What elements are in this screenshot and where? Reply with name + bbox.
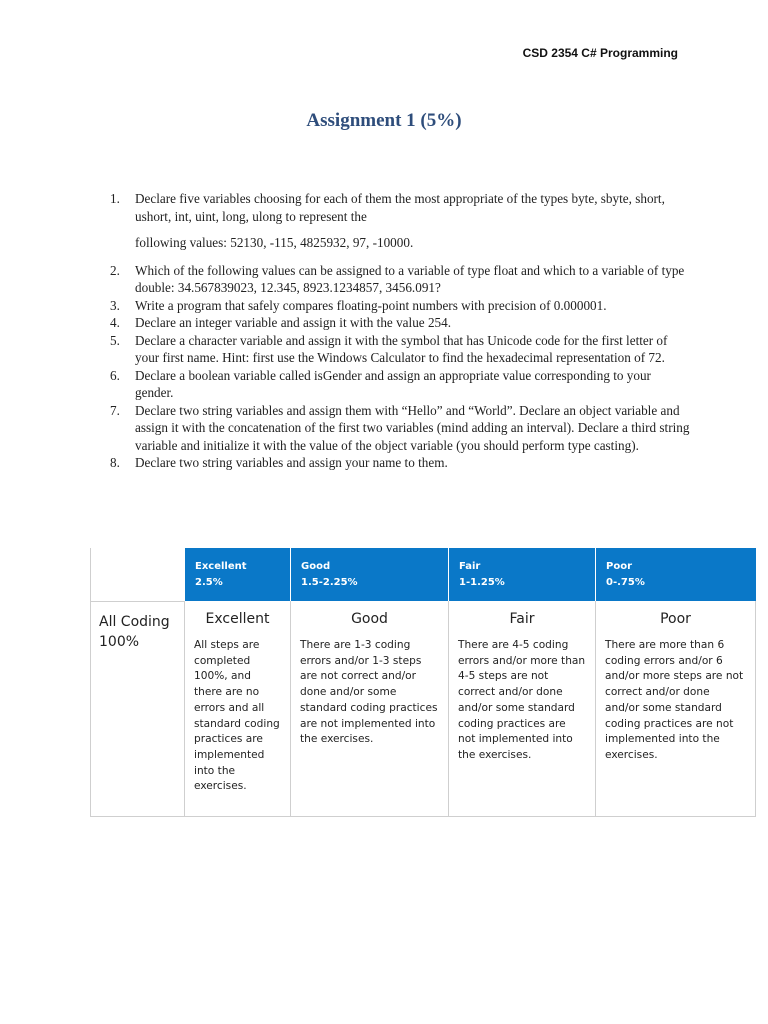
rubric-corner-cell xyxy=(91,548,185,601)
question-number: 7. xyxy=(110,402,120,418)
rubric-table xyxy=(90,548,756,817)
question-text: Declare a boolean variable called isGender and assign an appropriate value corresponding to your gender. xyxy=(135,367,651,400)
rubric-header-excellent xyxy=(185,548,291,601)
rubric-cell-good xyxy=(291,601,449,817)
rubric-cell-fair xyxy=(449,601,596,817)
question-number: 2. xyxy=(110,262,120,278)
rubric-cell-description: There are more than 6 coding errors and/or 6 and/or more steps are not correct and/or done and/or some standard coding practices are not implemented into the exercises. xyxy=(605,639,744,761)
rubric-header-fair xyxy=(449,548,596,601)
question-number: 4. xyxy=(110,315,120,330)
criterion-name: All Coding xyxy=(99,613,170,630)
rubric-header-range: 1-1.25% xyxy=(459,577,505,588)
question-number: 6. xyxy=(110,367,120,383)
assignment-title: Assignment 1 (5%) xyxy=(306,110,462,131)
question-item xyxy=(110,262,690,297)
question-item xyxy=(110,297,690,315)
rubric-header-label: Poor xyxy=(606,561,633,572)
question-text: Declare an integer variable and assign it with the value 254. xyxy=(135,315,452,330)
criterion-weight: 100% xyxy=(99,633,140,650)
question-item xyxy=(110,190,690,225)
rubric-cell-poor xyxy=(596,601,756,817)
rubric-header-range: 2.5% xyxy=(195,577,223,588)
rubric-cell-description: There are 4-5 coding errors and/or more than 4-5 steps are not correct and/or done and/or some standard coding practices are not implemented into the exercises. xyxy=(458,639,586,761)
question-number: 1. xyxy=(110,191,120,206)
rubric-header-range: 1.5-2.25% xyxy=(301,577,358,588)
question-text: Declare five variables choosing for each of them the most appropriate of the types byte, sbyte, short, ushort, int, uint, long, ulong to represent the xyxy=(135,191,665,224)
rubric-cell-excellent xyxy=(185,601,291,817)
rubric-cell-description: There are 1-3 coding errors and/or 1-3 steps are not correct and/or done and/or some standard coding practices are not implemented into the exercises. xyxy=(300,639,438,746)
course-header: CSD 2354 C# Programming xyxy=(522,46,678,60)
rubric-header-label: Fair xyxy=(459,561,481,572)
question-text: Declare a character variable and assign it with the symbol that has Unicode code for the first letter of your first name. Hint: first use the Windows Calculator to find the hexadecimal representation of 72. xyxy=(135,332,668,365)
question-list xyxy=(110,190,690,472)
rubric-header-poor xyxy=(596,548,756,601)
rubric-header-row xyxy=(91,548,756,601)
rubric-header-good xyxy=(291,548,449,601)
rubric-cell-title: Fair xyxy=(509,611,535,627)
rubric-criterion-cell xyxy=(91,601,185,817)
question-number: 8. xyxy=(110,455,120,470)
question-item xyxy=(110,402,690,455)
question-number: 3. xyxy=(110,297,120,313)
rubric-header-label: Excellent xyxy=(195,561,247,572)
question-number: 5. xyxy=(110,332,120,348)
question-text: Which of the following values can be assigned to a variable of type float and which to a variable of type double: 34.567839023, 12.345, 8923.1234857, 3456.091? xyxy=(135,262,685,295)
question-item xyxy=(110,454,690,472)
question-item xyxy=(110,314,690,332)
rubric-cell-title: Excellent xyxy=(205,611,270,627)
question-text: Declare two string variables and assign them with “Hello” and “World”. Declare an object variable and assign it with the concatenation of the first two variables (mind adding an interval). Declare a third string variable and initialize it with the value of the object variable (you should perform type casting). xyxy=(135,402,690,453)
question-item xyxy=(110,367,690,402)
rubric-header-range: 0-.75% xyxy=(606,577,645,588)
rubric-cell-description: All steps are completed 100%, and there are no errors and all standard coding practices are implemented into the exercises. xyxy=(194,639,280,793)
question-text: Write a program that safely compares floating-point numbers with precision of 0.000001. xyxy=(135,297,607,313)
rubric-cell-title: Poor xyxy=(660,611,691,627)
rubric-criterion-row xyxy=(91,601,756,817)
question-text: Declare two string variables and assign your name to them. xyxy=(135,455,448,470)
question-continuation: following values: 52130, -115, 4825932, 97, -10000. xyxy=(135,235,414,250)
question-item xyxy=(110,332,690,367)
rubric-cell-title: Good xyxy=(351,611,388,627)
rubric-header-label: Good xyxy=(301,561,331,572)
